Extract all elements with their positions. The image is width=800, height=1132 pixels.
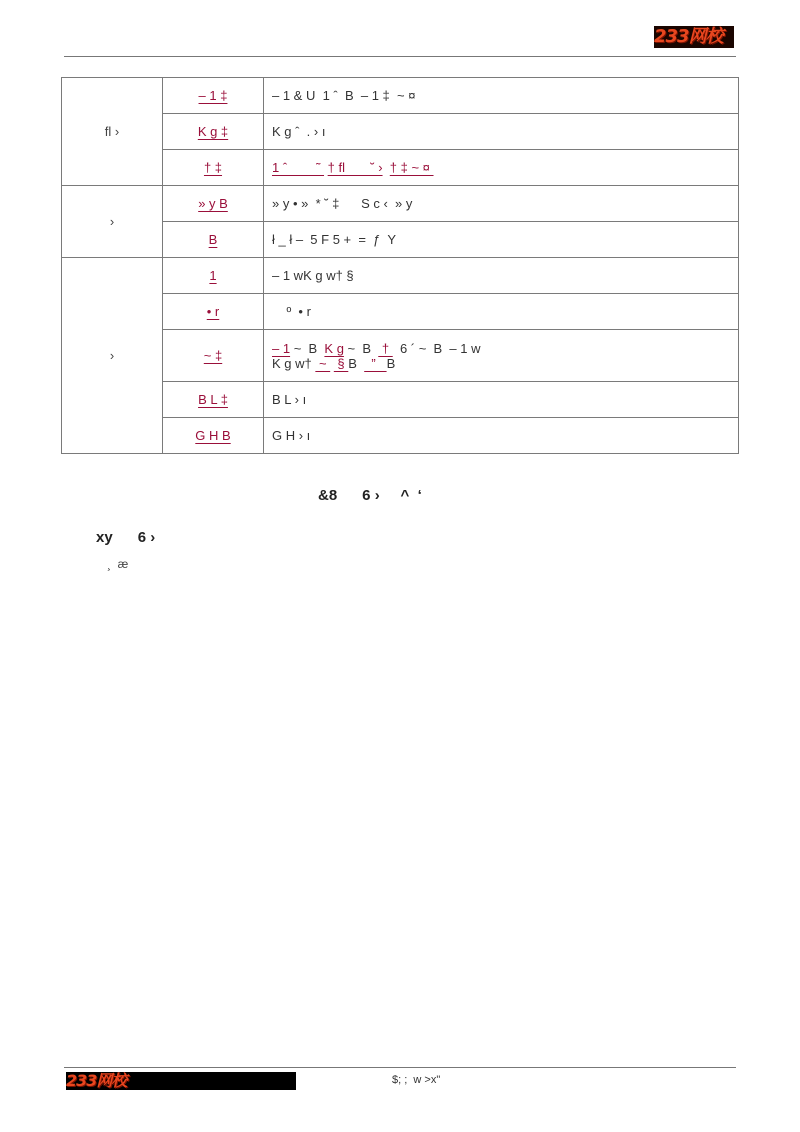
description-cell xyxy=(264,330,739,382)
description-text xyxy=(383,160,390,175)
description-link[interactable]: † xyxy=(378,340,393,356)
description-cell xyxy=(264,150,739,186)
description-text: 6 ´ ~ B – 1 w xyxy=(392,340,481,356)
term-link[interactable]: – 1 ‡ xyxy=(198,88,228,103)
description-cell xyxy=(264,78,739,114)
description-cell xyxy=(264,418,739,454)
term-link[interactable]: B xyxy=(208,232,218,247)
table-row xyxy=(62,382,739,418)
description-link[interactable]: † ﬂ ˘ › xyxy=(327,160,383,175)
category-cell: › xyxy=(62,186,163,258)
description-text: K g w† xyxy=(272,355,312,371)
description-text: ~ B xyxy=(290,340,325,356)
body-text: ¸ æ xyxy=(107,557,129,571)
term-cell xyxy=(163,186,264,222)
term-link[interactable]: G H B xyxy=(195,428,231,443)
term-link[interactable]: K g ‡ xyxy=(197,124,229,139)
section-title: &8 6 › ^ ‘ xyxy=(318,487,422,504)
table-row xyxy=(62,186,739,222)
term-link[interactable]: B L ‡ xyxy=(198,392,228,407)
description-cell xyxy=(264,114,739,150)
description-link[interactable]: § xyxy=(333,355,349,371)
description-link[interactable]: † ‡ ~ ¤ xyxy=(389,160,434,175)
description-link[interactable]: ” xyxy=(364,355,387,371)
term-cell xyxy=(163,258,264,294)
description-link[interactable]: ~ xyxy=(315,355,331,371)
table-row xyxy=(62,114,739,150)
table-row xyxy=(62,78,739,114)
table-row xyxy=(62,222,739,258)
description-text: B xyxy=(348,355,365,371)
category-cell: › xyxy=(62,258,163,454)
table-row xyxy=(62,418,739,454)
description-cell xyxy=(264,186,739,222)
term-cell xyxy=(163,330,264,382)
term-cell xyxy=(163,78,264,114)
subsection-title: xy 6 › xyxy=(96,529,156,546)
term-link[interactable]: • r xyxy=(206,304,220,319)
term-link[interactable]: » y B xyxy=(198,196,228,211)
description-text: K g ˆ . › ı xyxy=(272,124,326,139)
table-row xyxy=(62,330,739,382)
description-text: º • r xyxy=(272,304,311,319)
glossary-table xyxy=(61,77,739,454)
term-cell xyxy=(163,382,264,418)
term-cell xyxy=(163,150,264,186)
description-text: – 1 wK g w† § xyxy=(272,268,354,283)
header-rule xyxy=(64,56,736,57)
term-link[interactable]: ~ ‡ xyxy=(203,348,223,363)
description-text: ł _ ł – 5 F 5 + = ƒ Y xyxy=(272,232,397,247)
term-link[interactable]: † ‡ xyxy=(203,160,223,175)
description-text: » y • » * ˘ ‡ S c ‹ » y xyxy=(272,196,413,211)
term-cell xyxy=(163,114,264,150)
term-cell xyxy=(163,418,264,454)
description-text: B xyxy=(386,355,396,371)
footer-rule xyxy=(64,1067,736,1068)
footer-logo: 233网校 xyxy=(66,1072,296,1090)
description-link[interactable]: 1 ˆ ˜ xyxy=(272,160,325,175)
term-link[interactable]: 1 xyxy=(209,268,217,283)
description-link[interactable]: – 1 xyxy=(272,340,291,356)
category-cell: ﬂ › xyxy=(62,78,163,186)
description-link[interactable]: K g xyxy=(324,340,344,356)
header-logo: 233网校 xyxy=(654,26,734,48)
description-cell xyxy=(264,258,739,294)
description-cell xyxy=(264,382,739,418)
table-row xyxy=(62,150,739,186)
description-text: G H › ı xyxy=(272,428,311,443)
description-text: ~ B xyxy=(343,340,379,356)
term-cell xyxy=(163,294,264,330)
table-row xyxy=(62,294,739,330)
description-cell xyxy=(264,222,739,258)
description-text: B L › ı xyxy=(272,392,307,407)
footer-text: $; ; w >x" xyxy=(392,1074,441,1086)
description-cell xyxy=(264,294,739,330)
term-cell xyxy=(163,222,264,258)
table-row xyxy=(62,258,739,294)
description-text: – 1 & U 1 ˆ B – 1 ‡ ~ ¤ xyxy=(272,88,416,103)
